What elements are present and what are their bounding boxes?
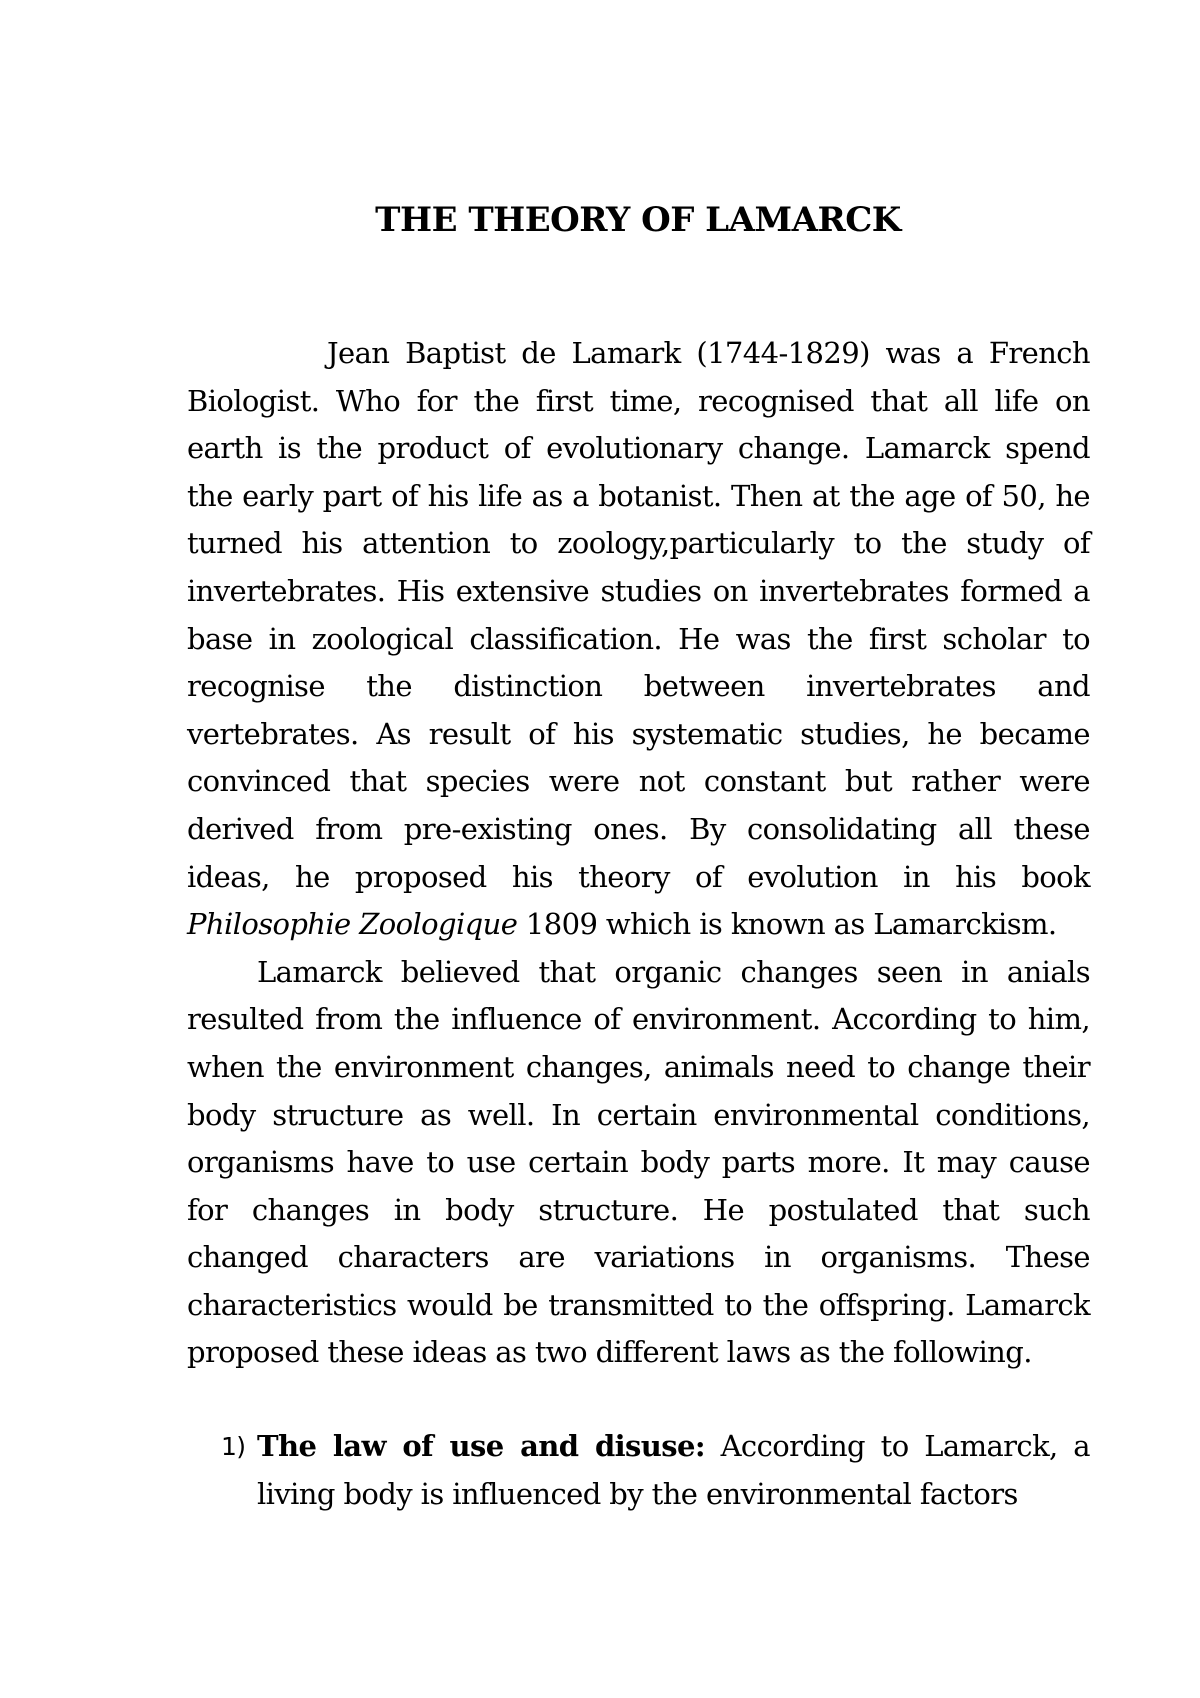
- laws-list: [187, 1423, 1090, 1518]
- list-label: The law of use and disuse:: [257, 1429, 705, 1464]
- paragraph-intro: [187, 330, 1090, 949]
- list-number: 1): [221, 1432, 246, 1462]
- paragraph-intro-text: Jean Baptist de Lamark (1744-1829) was a French Biologist. Who for the first time, recognised that all life on earth is the product of evolutionary change. Lamarck spend the early part of his life as a botanist. Then at the age of 50, he turned his attention to zoology,particularly to the study of invertebrates. His extensive studies on invertebrates formed a base in zoological classification. He was the first scholar to recognise the distinction between invertebrates and vertebrates. As result of his systematic studies, he became convinced that species were not constant but rather were derived from pre-existing ones. By consolidating all these ideas, he proposed his theory of evolution in his book: [187, 336, 1090, 894]
- document-body: [187, 330, 1090, 1518]
- paragraph-intro-ending: 1809 which is known as Lamarckism.: [517, 907, 1057, 942]
- paragraph-environment: Lamarck believed that organic changes seen in anials resulted from the influence of environment. According to him, when the environment changes, animals need to change their body structure as well. In certain environmental conditions, organisms have to use certain body parts more. It may cause for changes in body structure. He postulated that such changed characters are variations in organisms. These characteristics would be transmitted to the offspring. Lamarck proposed these ideas as two different laws as the following.: [187, 954, 1090, 1370]
- document-title: THE THEORY OF LAMARCK: [375, 200, 901, 240]
- list-text: According to Lamarck, a living body is influenced by the environmental factors: [257, 1429, 1090, 1511]
- list-item-law-use-disuse: [187, 1423, 1090, 1518]
- book-title: Philosophie Zoologique: [187, 907, 518, 942]
